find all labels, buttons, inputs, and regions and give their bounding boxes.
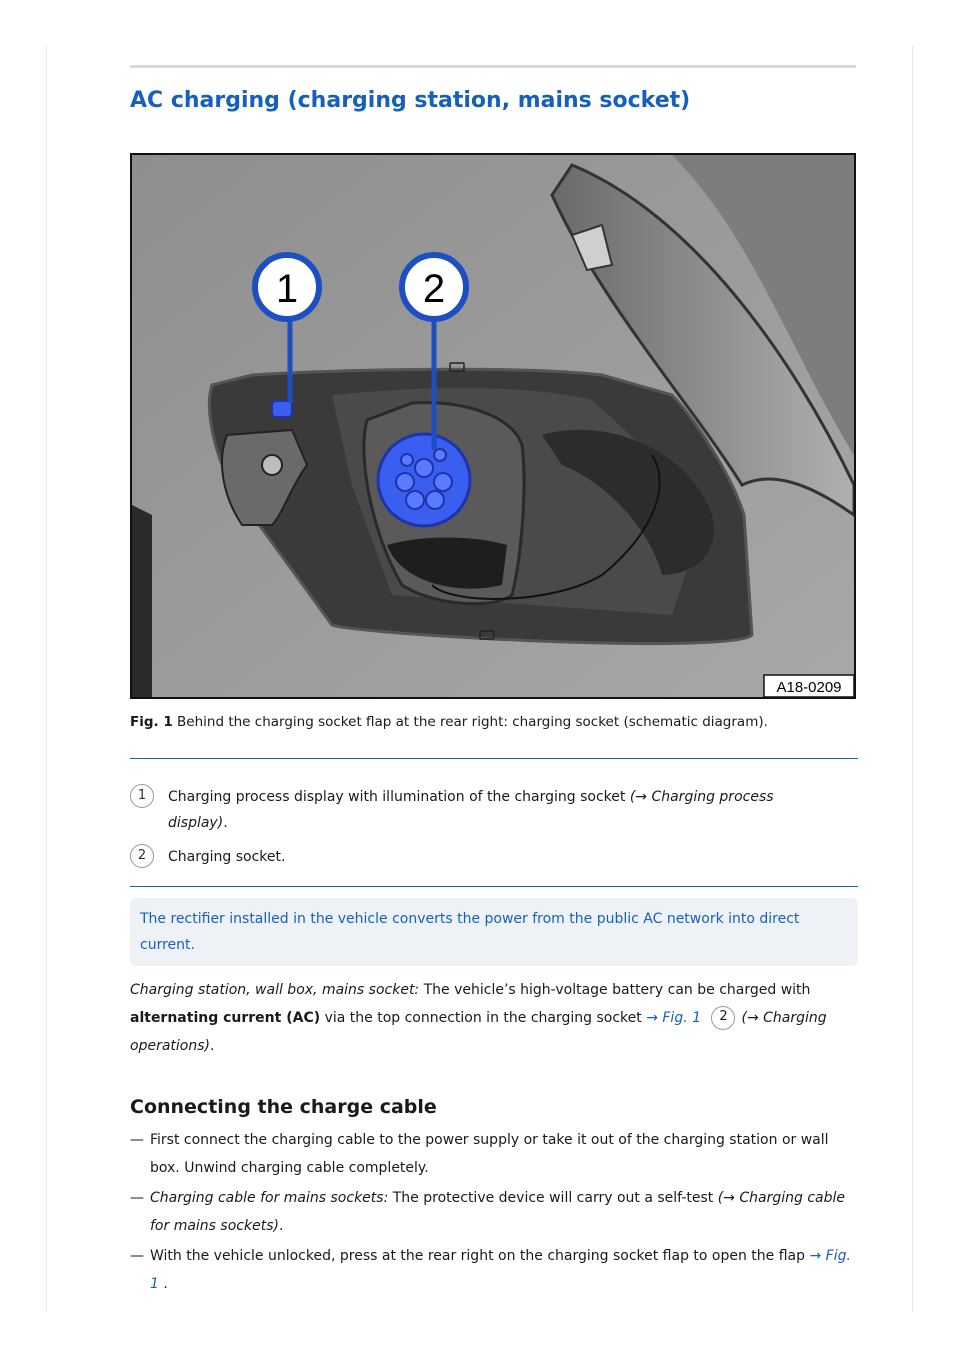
legend-cross-reference[interactable]: (→ Charging process display) [168, 789, 774, 831]
figure-code: A18-0209 [776, 679, 842, 696]
step-cross-reference[interactable]: (→ Charging cable for mains sockets) [150, 1190, 845, 1234]
charging-socket-illustration [132, 155, 854, 697]
illumination-led [272, 401, 292, 417]
step-text: With the vehicle unlocked, press at the rear right on the charging socket flap to open the flap [150, 1248, 806, 1264]
figure-caption-label: Fig. 1 [130, 714, 173, 730]
step-text: First connect the charging cable to the power supply or take it out of the charging station or wall box. Unwind charging cable completely. [150, 1132, 829, 1176]
legend-text: Charging socket. [168, 849, 286, 865]
legend-text: Charging process display with illumination of the charging socket [168, 789, 626, 805]
figure-caption [130, 712, 856, 732]
figure-caption-text: Behind the charging socket flap at the rear right: charging socket (schematic diagram). [177, 714, 768, 730]
paragraph-lead: Charging station, wall box, mains socket: [130, 982, 420, 998]
legend-bottom-rule [130, 886, 858, 887]
paragraph-emphasis: alternating current (AC) [130, 1010, 321, 1026]
figure-link[interactable]: → Fig. 1 [150, 1248, 851, 1292]
step-dash: — [130, 1132, 144, 1148]
step-lead: Charging cable for mains sockets: [150, 1190, 389, 1206]
legend-number: 2 [130, 844, 154, 868]
step-text: The protective device will carry out a self-test [392, 1190, 714, 1206]
legend-item-1: 1 Charging process display with illumination of the charging socket (→ Charging process display). [130, 784, 856, 836]
step-1 [130, 1126, 856, 1182]
subsection-title: Connecting the charge cable [130, 1096, 437, 1118]
legend-number: 1 [130, 784, 154, 808]
figure-link[interactable]: → Fig. 1 [646, 1010, 702, 1026]
step-3: — With the vehicle unlocked, press at the rear right on the charging socket flap to open the flap → Fig. 1 . [130, 1242, 856, 1298]
charging-socket-figure [130, 153, 856, 699]
callout-1-label: 1 [275, 267, 299, 311]
top-divider [130, 65, 856, 68]
step-dash: — [130, 1190, 144, 1206]
legend-item-2 [130, 844, 856, 870]
page-border-right [912, 46, 913, 1312]
socket-ac-connector [378, 434, 470, 526]
body-paragraph: Charging station, wall box, mains socket: The vehicle’s high-voltage battery can be charged with alternating current (AC) via the top connection in the charging socket → Fig. 1 2 (→ Charging operations). [130, 982, 827, 1054]
page-border-left [46, 46, 47, 1312]
info-note: The rectifier installed in the vehicle converts the power from the public AC network into direct current. [130, 898, 858, 966]
section-title: AC charging (charging station, mains socket) [130, 88, 691, 113]
paragraph-cross-reference[interactable]: (→ Charging operations) [130, 1010, 827, 1054]
emergency-release-bolt [262, 455, 282, 475]
callout-2-label: 2 [422, 267, 446, 311]
inline-number: 2 [711, 1006, 735, 1030]
legend-top-rule [130, 758, 858, 759]
step-dash: — [130, 1248, 144, 1264]
body-dark-edge [132, 505, 152, 697]
step-2: — Charging cable for mains sockets: The protective device will carry out a self-test (→ Charging cable for mains sockets). [130, 1184, 856, 1240]
